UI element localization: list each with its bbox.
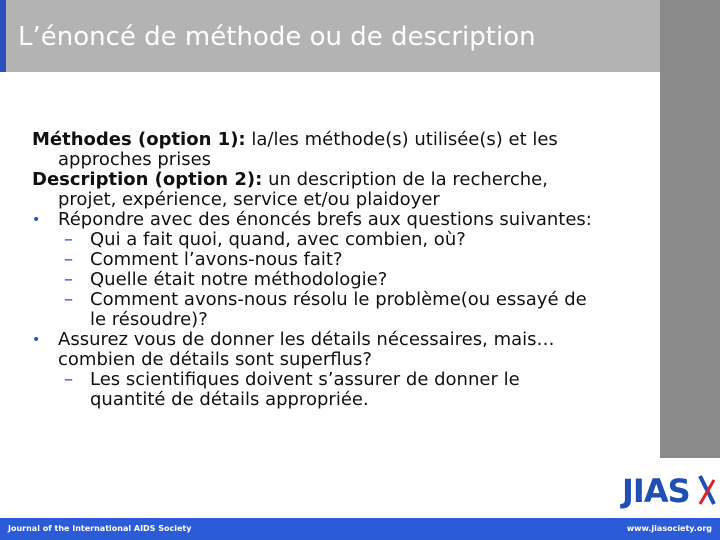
- dash-marker-icon: –: [64, 269, 73, 290]
- sub-item-text: Les scientifiques doivent s’assurer de donner le quantité de détails appropriée.: [90, 369, 520, 410]
- sub-item-text: Quelle était notre méthodologie?: [90, 269, 388, 290]
- description-label: Description (option 2):: [32, 169, 263, 190]
- description-paragraph: [32, 170, 592, 210]
- title-accent-stripe: [0, 0, 6, 72]
- bullet-item: [32, 210, 592, 230]
- bullet-text: Assurez vous de donner les détails nécessaires, mais… combien de détails sont superflus?: [58, 329, 555, 370]
- sub-item-text: Qui a fait quoi, quand, avec combien, où?: [90, 229, 466, 250]
- bullet-text: Répondre avec des énoncés brefs aux questions suivantes:: [58, 209, 592, 230]
- footer-website-link[interactable]: www.jiasociety.org: [626, 524, 712, 533]
- logo-cross-icon: [696, 474, 718, 508]
- sub-item: [32, 270, 592, 290]
- methods-paragraph: [32, 130, 592, 170]
- bullet-item: [32, 330, 592, 370]
- description-text: un description de la recherche, projet, expérience, service et/ou plaidoyer: [58, 169, 548, 210]
- slide-title: L’énoncé de méthode ou de description: [18, 22, 536, 52]
- sub-item: [32, 230, 592, 250]
- dash-marker-icon: –: [64, 229, 73, 250]
- sub-item: [32, 290, 592, 330]
- methods-text: la/les méthode(s) utilisée(s) et les approches prises: [58, 129, 558, 170]
- slide-content: [32, 130, 592, 410]
- dash-marker-icon: –: [64, 249, 73, 270]
- dash-marker-icon: –: [64, 289, 73, 310]
- sub-item: [32, 370, 592, 410]
- title-bar: [0, 0, 660, 72]
- methods-label: Méthodes (option 1):: [32, 129, 246, 150]
- bullet-marker-icon: •: [32, 332, 41, 348]
- sub-item: [32, 250, 592, 270]
- sub-item-text: Comment avons-nous résolu le problème(ou essayé de le résoudre)?: [90, 289, 587, 330]
- dash-marker-icon: –: [64, 369, 73, 390]
- bullet-marker-icon: •: [32, 212, 41, 228]
- jias-logo: [622, 470, 718, 510]
- jias-logo-text: JIAS: [622, 472, 690, 510]
- footer-bar: [0, 518, 720, 540]
- footer-journal-name: Journal of the International AIDS Society: [8, 524, 192, 533]
- sub-item-text: Comment l’avons-nous fait?: [90, 249, 343, 270]
- right-side-bar: [660, 0, 720, 458]
